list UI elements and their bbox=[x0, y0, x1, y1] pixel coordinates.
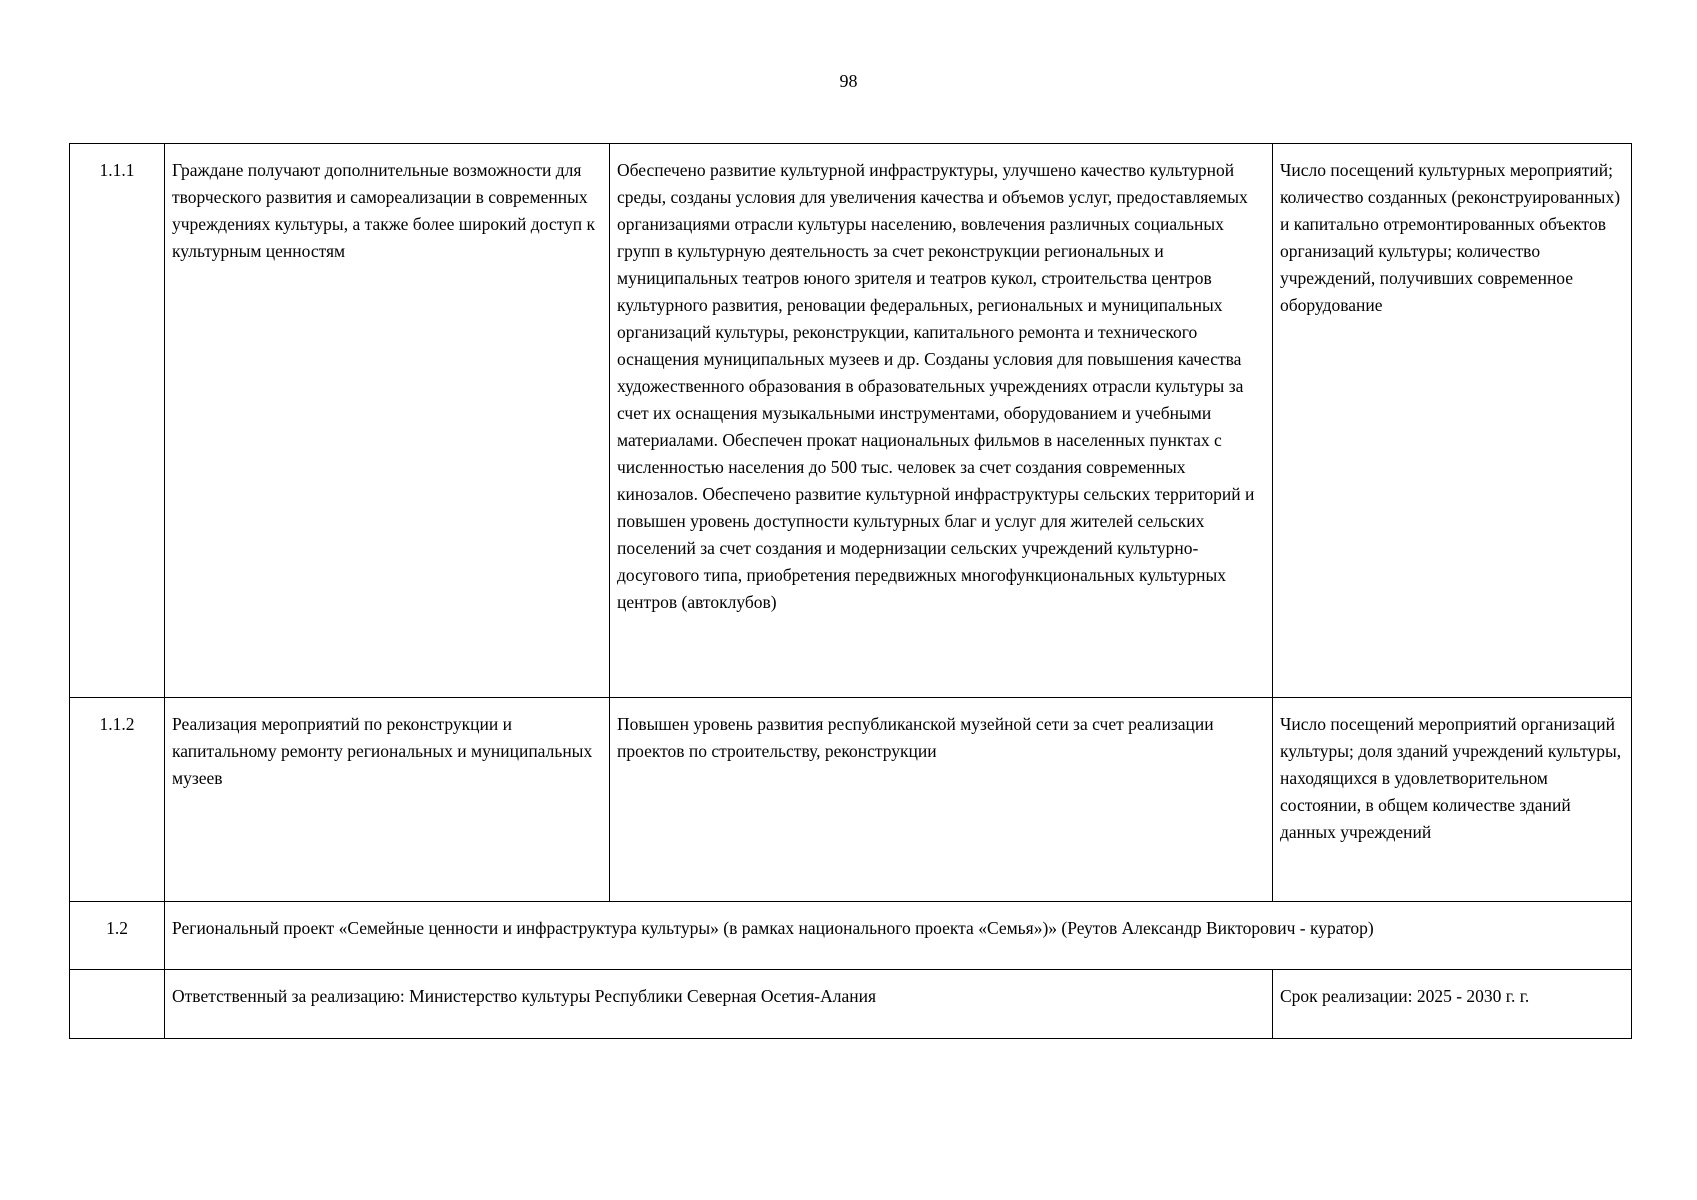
row-number: 1.1.1 bbox=[70, 144, 165, 698]
project-row bbox=[70, 902, 1632, 970]
empty-cell bbox=[70, 970, 165, 1039]
effect-cell: Повышен уровень развития республиканской музейной сети за счет реализации проектов по строительству, реконструкции bbox=[610, 698, 1273, 902]
task-cell: Реализация мероприятий по реконструкции и капитальному ремонту региональных и муниципальных музеев bbox=[165, 698, 610, 902]
indicators-cell: Число посещений мероприятий организаций культуры; доля зданий учреждений культуры, находящихся в удовлетворительном состоянии, в общем количестве зданий данных учреждений bbox=[1273, 698, 1632, 902]
responsible-row bbox=[70, 970, 1632, 1039]
indicators-cell: Число посещений культурных мероприятий; количество созданных (реконструированных) и капитально отремонтированных объектов организаций культуры; количество учреждений, получивших современное оборудование bbox=[1273, 144, 1632, 698]
project-title-cell: Региональный проект «Семейные ценности и инфраструктура культуры» (в рамках национального проекта «Семья»)» (Реутов Александр Викторович - куратор) bbox=[165, 902, 1632, 970]
table-row bbox=[70, 144, 1632, 698]
effect-cell: Обеспечено развитие культурной инфраструктуры, улучшено качество культурной среды, созданы условия для увеличения качества и объемов услуг, предоставляемых организациями отрасли культуры населению, вовлечения различных социальных групп в культурную деятельность за счет реконструкции региональных и муниципальных театров юного зрителя и театров кукол, строительства центров культурного развития, реновации федеральных, региональных и муниципальных организаций культуры, реконструкции, капитального ремонта и технического оснащения муниципальных музеев и др. Созданы условия для повышения качества художественного образования в образовательных учреждениях отрасли культуры за счет их оснащения музыкальными инструментами, оборудованием и учебными материалами. Обеспечен прокат национальных фильмов в населенных пунктах с численностью населения до 500 тыс. человек за счет создания современных кинозалов. Обеспечено развитие культурной инфраструктуры сельских территорий и повышен уровень доступности культурных благ и услуг для жителей сельских поселений за счет создания и модернизации сельских учреждений культурно-досугового типа, приобретения передвижных многофункциональных культурных центров (автоклубов) bbox=[610, 144, 1273, 698]
table-row bbox=[70, 698, 1632, 902]
page-number: 98 bbox=[839, 71, 858, 91]
program-table bbox=[69, 143, 1632, 1039]
row-number: 1.2 bbox=[70, 902, 165, 970]
task-cell: Граждане получают дополнительные возможности для творческого развития и самореализации в современных учреждениях культуры, а также более широкий доступ к культурным ценностям bbox=[165, 144, 610, 698]
row-number: 1.1.2 bbox=[70, 698, 165, 902]
term-cell: Срок реализации: 2025 - 2030 г. г. bbox=[1273, 970, 1632, 1039]
responsible-cell: Ответственный за реализацию: Министерство культуры Республики Северная Осетия-Алания bbox=[165, 970, 1273, 1039]
